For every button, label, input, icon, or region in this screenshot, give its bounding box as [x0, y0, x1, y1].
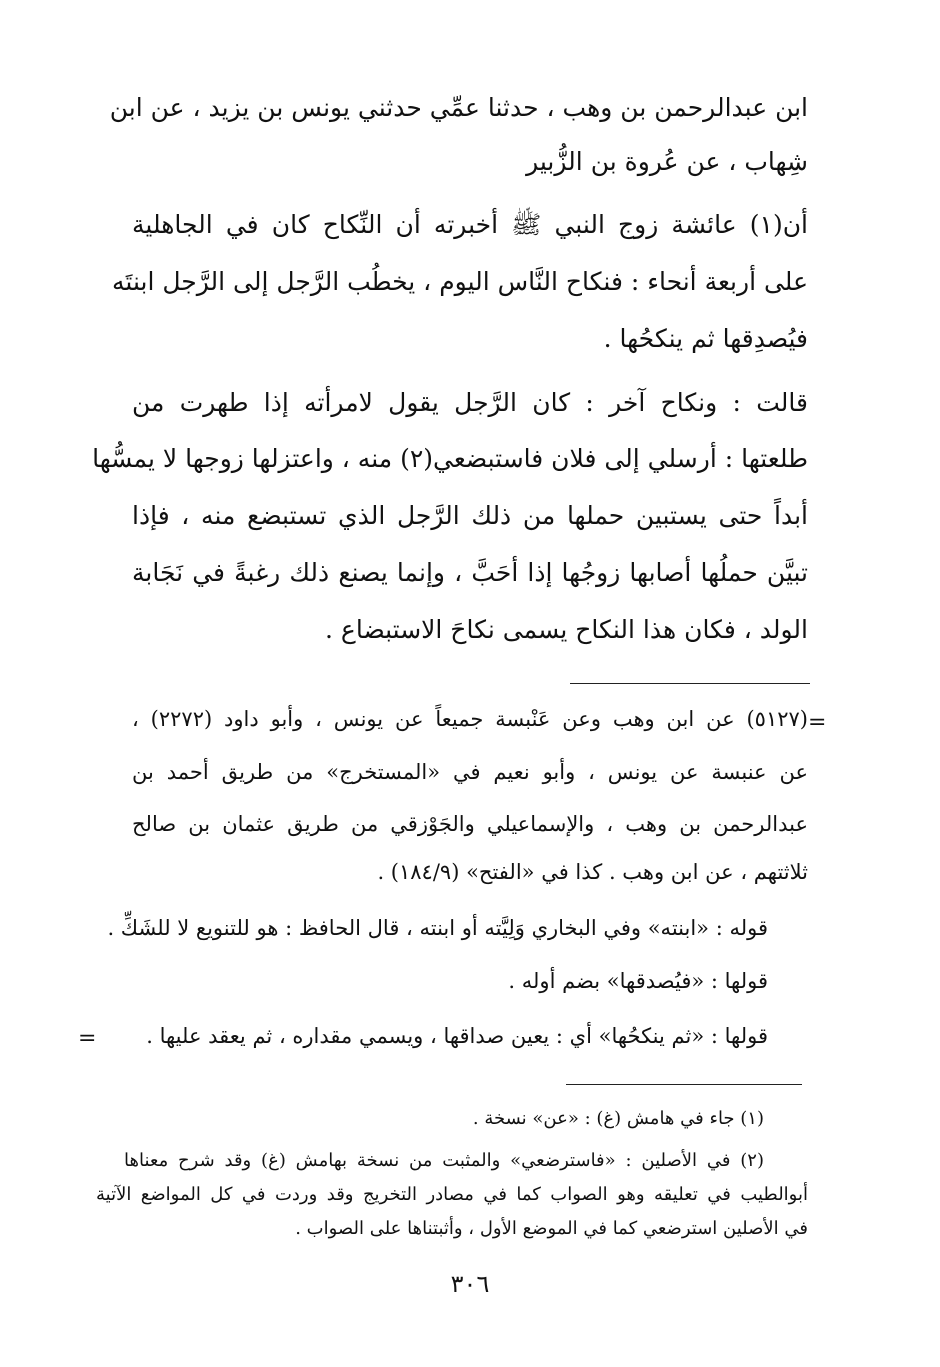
main-text-line: ابن عبدالرحمن بن وهب ، حدثنا عمِّي حدثني يونس بن يزيد ، عن ابن [109, 93, 808, 122]
editor-note-line: (١) جاء في هامش (غ) : «عن» نسخة . [472, 1108, 764, 1129]
footnote-line: عبدالرحمن بن وهب ، والإسماعيلي والجَوْزقي من طريق عثمان بن صالح [132, 812, 808, 836]
editor-note-line: (٢) في الأصلين : «فاسترضعي» والمثبت من نسخة بهامش (غ) وقد شرح معناها [124, 1150, 764, 1171]
main-text-line: تبيَّن حملُها أصابها زوجُها إذا أحَبَّ ، وإنما يصنع ذلك رغبةً في نَجَابة [132, 558, 808, 587]
footnote-separator [570, 683, 810, 684]
main-text-line: قالت : ونكاح آخر : كان الرَّجل يقول لامرأته إذا طهرت من [132, 388, 808, 417]
footnote-line: قولها : «فيُصدقها» بضم أوله . [508, 969, 768, 993]
main-text-line: الولد ، فكان هذا النكاح يسمى نكاحَ الاستبضاع . [325, 615, 808, 644]
continuation-mark: = [808, 710, 827, 735]
main-text-line: أن(١) عائشة زوج النبي ﷺ أخبرته أن النِّكاح كان في الجاهلية [132, 210, 808, 239]
footnote-line: قولها : «ثم ينكحُها» أي : يعين صداقها ، ويسمي مقداره ، ثم يعقد عليها . [146, 1024, 768, 1048]
main-text-line: على أربعة أنحاء : فنكاح النَّاس اليوم ، يخطُب الرَّجل إلى الرَّجل ابنتَه [112, 267, 808, 296]
page-number: ٣٠٦ [450, 1270, 490, 1298]
editor-note-line: في الأصلين استرضعي كما في الموضع الأول ، وأثبتناها على الصواب . [295, 1218, 808, 1239]
main-text-line: أبداً حتى يستبين حملها من ذلك الرَّجل الذي تستبضع منه ، فإذا [132, 501, 808, 530]
footnote-line: ثلاثتهم ، عن ابن وهب . كذا في «الفتح» (١٨٤/٩) . [377, 860, 808, 884]
notes-separator [566, 1084, 802, 1085]
editor-note-line: أبوالطيب في تعليقه وهو الصواب كما في مصادر التخريج وقد وردت في كل المواضع الآتية [96, 1184, 808, 1205]
continuation-mark: = [78, 1026, 97, 1051]
footnote-line: عن عنبسة عن يونس ، وأبو نعيم في «المستخرج» من طريق أحمد بن [132, 760, 808, 784]
main-text-line: شِهاب ، عن عُروة بن الزُّبير [526, 147, 808, 176]
footnote-line: (٥١٢٧) عن ابن وهب وعن عَنْبسة جميعاً عن يونس ، وأبو داود (٢٢٧٢) ، [132, 707, 808, 731]
footnote-line: قوله : «ابنته» وفي البخاري وَلِيَّته أو ابنته ، قال الحافظ : هو للتنويع لا للشَكِّ . [107, 916, 768, 940]
main-text-line: طلعتها : أرسلي إلى فلان فاستبضعي(٢) منه ، واعتزلها زوجها لا يمسُّها [92, 444, 808, 473]
main-text-line: فيُصدِقها ثم ينكحُها . [603, 324, 808, 353]
